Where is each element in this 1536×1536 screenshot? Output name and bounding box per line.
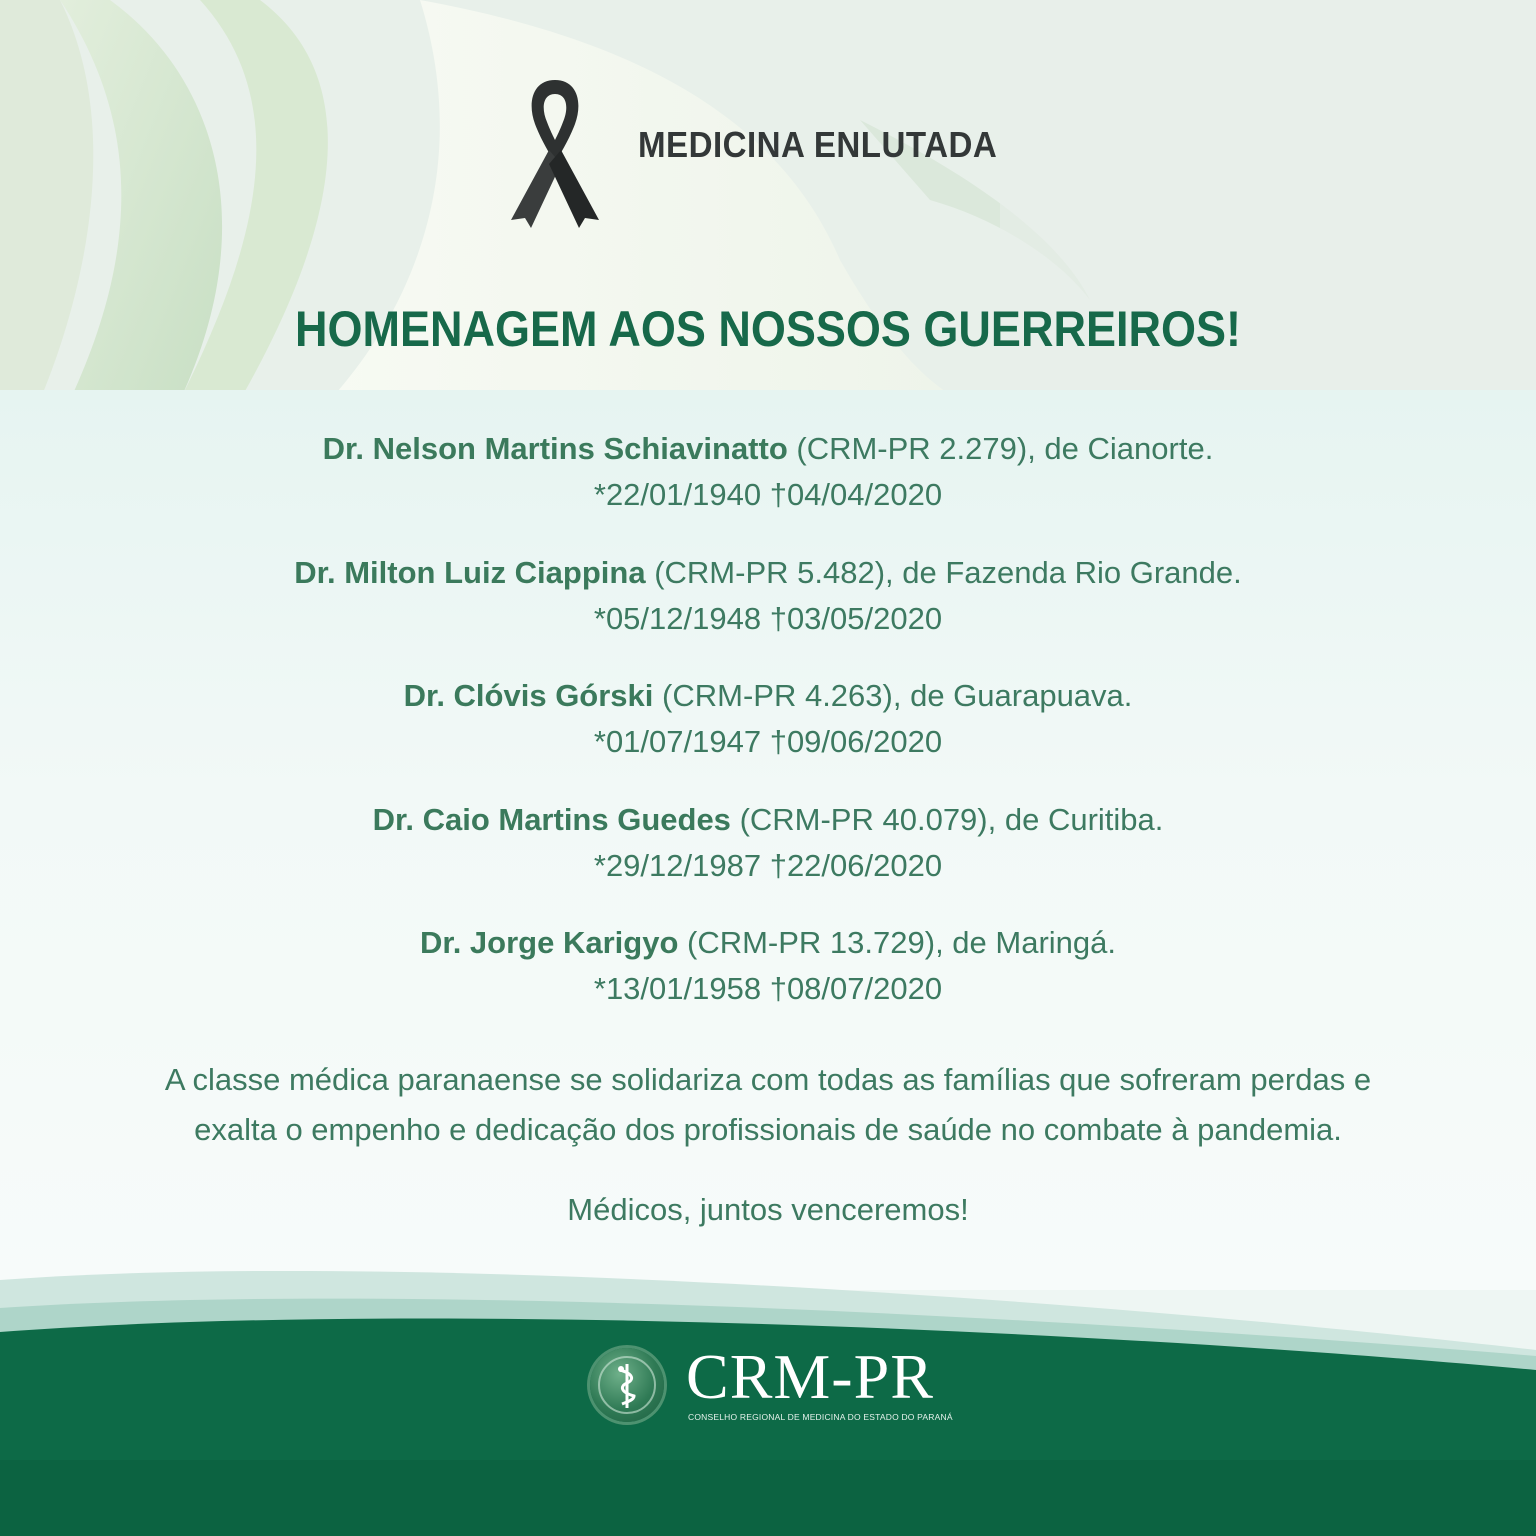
page-headline: HOMENAGEM AOS NOSSOS GUERREIROS!: [295, 301, 1241, 357]
logo-subtitle: CONSELHO REGIONAL DE MEDICINA DO ESTADO DO PARANÁ: [688, 1412, 953, 1422]
tribute-item: [0, 797, 1536, 889]
tribute-item: [0, 550, 1536, 642]
tribute-details: (CRM-PR 13.729), de Maringá.: [687, 925, 1117, 960]
tribute-details: (CRM-PR 40.079), de Curitiba.: [739, 802, 1164, 837]
logo-text: CRM-PR: [686, 1341, 934, 1412]
tribute-details: (CRM-PR 2.279), de Cianorte.: [796, 431, 1214, 466]
tribute-name: Dr. Clóvis Górski: [403, 678, 654, 713]
tribute-item: [0, 426, 1536, 518]
crm-pr-logo: [590, 1340, 953, 1430]
closing-line: exalta o empenho e dedicação dos profissionais de saúde no combate à pandemia.: [194, 1112, 1342, 1147]
tribute-name: Dr. Milton Luiz Ciappina: [294, 555, 646, 590]
tribute-item: [0, 920, 1536, 1012]
tribute-name: Dr. Nelson Martins Schiavinatto: [322, 431, 788, 466]
tribute-item: [0, 673, 1536, 765]
closing-line: A classe médica paranaense se solidariza com todas as famílias que sofreram perdas e: [164, 1062, 1372, 1097]
tribute-dates: *13/01/1958 †08/07/2020: [593, 971, 943, 1006]
tribute-dates: *01/07/1947 †09/06/2020: [593, 724, 943, 759]
tribute-dates: *29/12/1987 †22/06/2020: [593, 848, 943, 883]
tribute-dates: *22/01/1940 †04/04/2020: [593, 477, 943, 512]
slogan: Médicos, juntos venceremos!: [567, 1192, 969, 1227]
tribute-name: Dr. Caio Martins Guedes: [372, 802, 731, 837]
tribute-details: (CRM-PR 4.263), de Guarapuava.: [662, 678, 1133, 713]
closing-message: [0, 1055, 1536, 1155]
mourning-ribbon-icon: [505, 72, 605, 232]
tribute-details: (CRM-PR 5.482), de Fazenda Rio Grande.: [654, 555, 1242, 590]
tribute-dates: *05/12/1948 †03/05/2020: [593, 601, 943, 636]
caduceus-icon: [590, 1348, 664, 1422]
medicina-enlutada-title: MEDICINA ENLUTADA: [638, 124, 998, 165]
tribute-name: Dr. Jorge Karigyo: [419, 925, 679, 960]
